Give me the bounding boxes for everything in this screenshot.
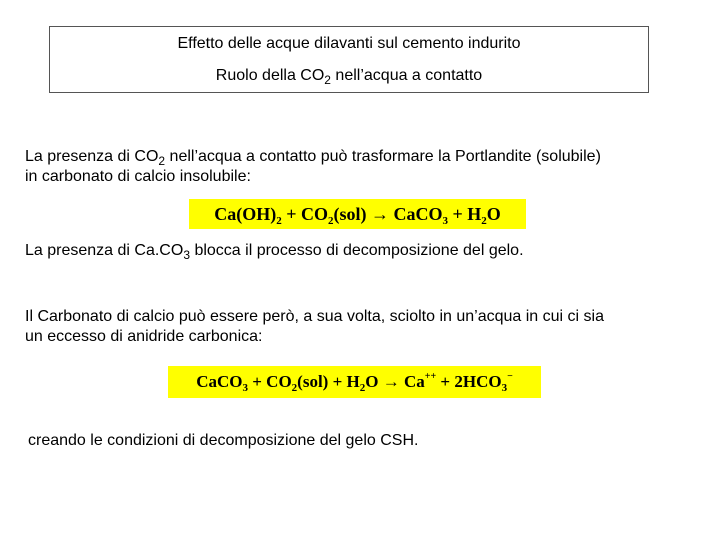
paragraph-co2-subscript: 2 xyxy=(158,154,166,168)
eq1-subscript: 2 xyxy=(481,215,487,227)
equation-portlandite-carbonation xyxy=(189,199,526,229)
equation-carbonate-dissolution xyxy=(168,366,541,398)
paragraph-csh-conclusion: creando le condizioni di decomposizione del gelo CSH. xyxy=(28,432,419,449)
eq1-term: O xyxy=(486,204,501,224)
title-subtitle-text-end: nell’acqua a contatto xyxy=(330,67,483,84)
eq2-subscript: 3 xyxy=(242,382,248,394)
eq2-term: (sol) + H xyxy=(297,372,360,391)
eq2-term: CaCO xyxy=(196,372,243,391)
paragraph-caco3-block xyxy=(25,241,524,261)
paragraph-dissolution-line1: Il Carbonato di calcio può essere però, a sua volta, sciolto in un’acqua in cui ci sia xyxy=(25,308,604,325)
paragraph-dissolution xyxy=(25,307,604,347)
eq1-term: + H xyxy=(447,204,482,224)
eq1-subscript: 2 xyxy=(276,215,282,227)
paragraph-caco3-text: La presenza di Ca.CO xyxy=(25,242,184,259)
eq2-term: + 2HCO xyxy=(436,372,502,391)
paragraph-co2-text-end: nell’acqua a contatto può trasformare la Portlandite (solubile) xyxy=(165,148,601,165)
eq1-subscript: 2 xyxy=(327,215,334,227)
eq2-superscript: ++ xyxy=(424,371,437,382)
eq2-term: O → Ca xyxy=(365,372,425,391)
eq1-subscript: 3 xyxy=(442,215,448,227)
paragraph-co2-line1 xyxy=(25,147,601,167)
paragraph-caco3-subscript: 3 xyxy=(183,248,190,262)
paragraph-co2-text: La presenza di CO xyxy=(25,148,159,165)
eq2-term: + CO xyxy=(247,372,292,391)
title-box xyxy=(49,26,649,93)
eq1-term: Ca(OH) xyxy=(214,204,277,224)
paragraph-caco3-text-end: blocca il processo di decomposizione del gelo. xyxy=(190,242,524,259)
eq1-term: (sol) → CaCO xyxy=(333,204,443,224)
title-main: Effetto delle acque dilavanti sul cemento indurito xyxy=(177,35,521,52)
paragraph-co2-intro xyxy=(25,147,601,187)
eq2-subscript: 2 xyxy=(359,382,366,394)
eq2-superscript: − xyxy=(507,371,513,382)
eq2-subscript: 3 xyxy=(501,382,508,394)
paragraph-co2-line2: in carbonato di calcio insolubile: xyxy=(25,168,251,185)
title-subtitle xyxy=(50,67,648,85)
eq2-subscript: 2 xyxy=(291,382,298,394)
paragraph-dissolution-line2: un eccesso di anidride carbonica: xyxy=(25,328,263,345)
title-subtitle-text: Ruolo della CO xyxy=(215,67,325,84)
title-subtitle-subscript: 2 xyxy=(324,73,331,87)
eq1-term: + CO xyxy=(281,204,328,224)
